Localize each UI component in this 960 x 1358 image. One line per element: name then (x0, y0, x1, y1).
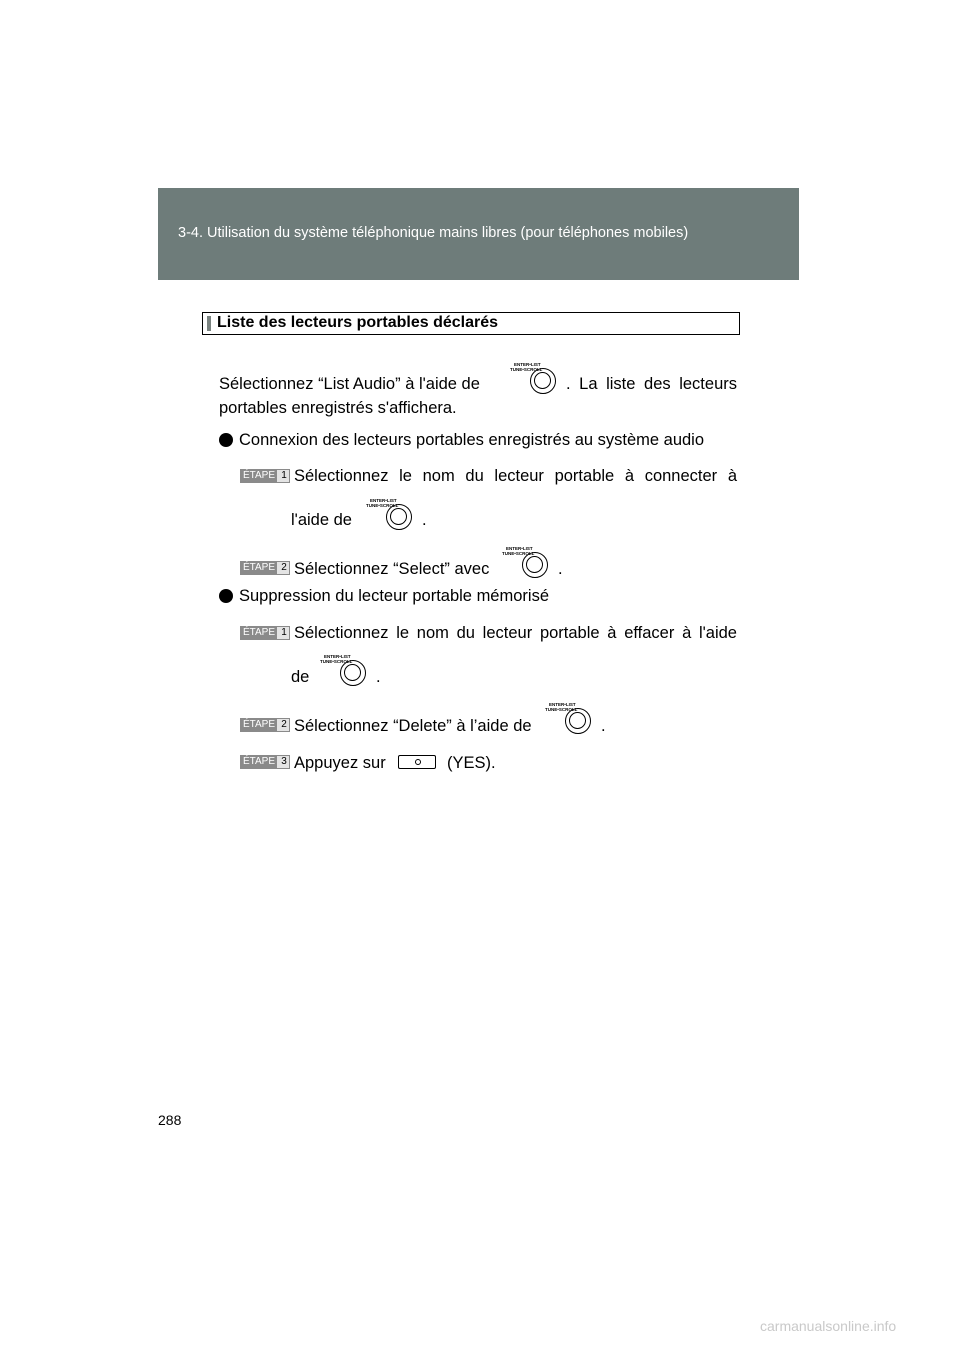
watermark: carmanualsonline.info (760, 1318, 897, 1334)
enter-list-knob-icon: ENTER•LIST TUNE•SCROLL (320, 654, 372, 694)
connect-step1-text-2: l'aide de (291, 511, 352, 529)
delete-step1-text: Sélectionnez le nom du lecteur portable à effacer à l'aide (294, 624, 737, 642)
step-badge: ÉTAPE 3 (240, 755, 290, 769)
intro-text-2: . La liste des lecteurs (566, 375, 737, 393)
intro-text-3: portables enregistrés s'affichera. (219, 399, 457, 417)
delete-heading: Suppression du lecteur portable mémorisé (239, 587, 549, 605)
connect-step2-text: Sélectionnez “Select” avec (294, 560, 490, 578)
enter-list-knob-icon: ENTER•LIST TUNE•SCROLL (502, 546, 554, 586)
enter-list-knob-icon: ENTER•LIST TUNE•SCROLL (366, 498, 418, 538)
enter-list-knob-icon: ENTER•LIST TUNE•SCROLL (510, 362, 562, 402)
page-number: 288 (158, 1112, 182, 1128)
step-badge: ÉTAPE 2 (240, 718, 290, 732)
chapter-title: 3-4. Utilisation du système téléphonique mains libres (pour téléphones mobiles) (178, 225, 689, 241)
delete-step3-end: (YES). (447, 754, 496, 772)
step-badge: ÉTAPE 2 (240, 561, 290, 575)
connect-step2-end: . (558, 560, 563, 578)
delete-step2-end: . (601, 717, 606, 735)
delete-step3-text: Appuyez sur (294, 754, 386, 772)
step-badge: ÉTAPE 1 (240, 469, 290, 483)
delete-step1-text-2: de (291, 668, 310, 686)
enter-list-knob-icon: ENTER•LIST TUNE•SCROLL (545, 702, 597, 742)
connect-heading: Connexion des lecteurs portables enregistrés au système audio (239, 431, 705, 449)
step-badge: ÉTAPE 1 (240, 626, 290, 640)
section-title: Liste des lecteurs portables déclarés (217, 314, 499, 331)
connect-step1-text: Sélectionnez le nom du lecteur portable à connecter à (294, 467, 737, 485)
bullet-icon (219, 433, 233, 447)
section-heading (202, 312, 740, 335)
delete-step2-text: Sélectionnez “Delete” à l’aide de (294, 717, 532, 735)
chapter-header (158, 188, 799, 280)
section-marker (207, 316, 211, 331)
yes-button-icon (398, 755, 436, 769)
bullet-icon (219, 589, 233, 603)
connect-step1-end: . (422, 511, 427, 529)
delete-step1-end: . (376, 668, 381, 686)
intro-text-1: Sélectionnez “List Audio” à l'aide de (219, 375, 480, 393)
